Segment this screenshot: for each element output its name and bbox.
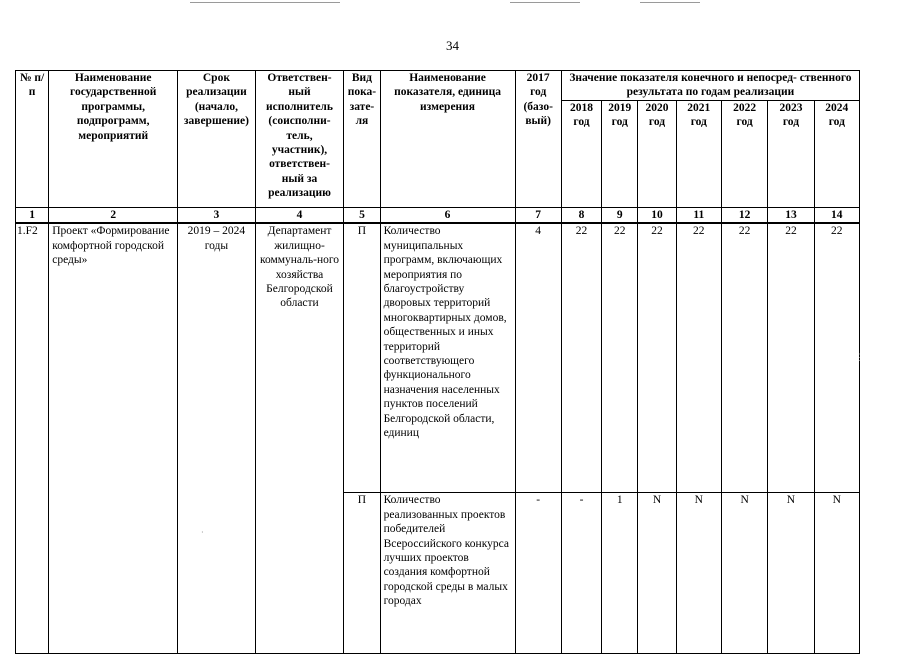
indicator-value-2018: 22: [561, 223, 601, 493]
indicator-kind: П: [344, 223, 380, 493]
header-year: 2023 год: [768, 100, 814, 207]
header-term: Срок реализации (начало, завершение): [178, 71, 256, 208]
column-number: 5: [344, 208, 380, 224]
column-number: 3: [178, 208, 256, 224]
column-numbers-row: [16, 208, 860, 224]
indicator-value-2024: 22: [814, 223, 859, 493]
header-year: 2021 год: [676, 100, 721, 207]
indicator-value-2023: N: [768, 493, 814, 654]
project-executor: Департамент жилищно-коммуналь-ного хозяйства Белгородской области: [255, 223, 344, 654]
column-number: 11: [676, 208, 721, 224]
indicator-value-2023: 22: [768, 223, 814, 493]
header-num: № п/п: [16, 71, 49, 208]
header-executor: Ответствен- ный исполнитель (соисполни- тель, участник), ответствен- ный за реализацию: [255, 71, 344, 208]
header-year: 2020 год: [638, 100, 676, 207]
top-scan-line: [510, 2, 580, 3]
column-number: 7: [515, 208, 561, 224]
column-number: 13: [768, 208, 814, 224]
indicator-value-2020: N: [638, 493, 676, 654]
top-scan-line: [190, 2, 340, 3]
indicator-value-2021: N: [676, 493, 721, 654]
indicator-value-2018: -: [561, 493, 601, 654]
indicator-value-2019: 1: [602, 493, 638, 654]
header-year: 2022 год: [721, 100, 767, 207]
header-indicator: Наименование показателя, единица измерения: [380, 71, 515, 208]
page-number: 34: [446, 38, 459, 53]
column-number: 2: [49, 208, 178, 224]
header-year: 2018 год: [561, 100, 601, 207]
project-term: 2019 – 2024 годы: [178, 223, 256, 654]
column-number: 1: [16, 208, 49, 224]
indicator-name: Количество реализованных проектов победителей Всероссийского конкурса лучших проектов создания комфортной городской среды в малых городах: [380, 493, 515, 654]
indicator-name: Количество муниципальных программ, включающих мероприятия по благоустройству дворовых территорий многоквартирных домов, общественных и иных территорий соответствующего функционального назначения населенных пунктов поселений Белгородской области, единиц: [380, 223, 515, 493]
row-number: 1.F2: [16, 223, 49, 654]
scan-mark: ·: [201, 528, 204, 537]
indicators-table: [15, 70, 860, 654]
indicator-value-2021: 22: [676, 223, 721, 493]
column-number: 14: [814, 208, 859, 224]
header-year: 2019 год: [602, 100, 638, 207]
table-row: [16, 223, 860, 493]
column-number: 6: [380, 208, 515, 224]
indicator-value-2019: 22: [602, 223, 638, 493]
indicator-value-2024: N: [814, 493, 859, 654]
header-kind: Вид пока- зате- ля: [344, 71, 380, 208]
column-number: 9: [602, 208, 638, 224]
top-scan-line: [640, 2, 700, 3]
header-row: [16, 71, 860, 101]
indicator-kind: П: [344, 493, 380, 654]
indicator-value-2022: N: [721, 493, 767, 654]
column-number: 4: [255, 208, 344, 224]
project-name: Проект «Формирование комфортной городской среды»: [49, 223, 178, 654]
column-number: 12: [721, 208, 767, 224]
column-number: 10: [638, 208, 676, 224]
scan-mark: ⋮: [855, 352, 864, 362]
header-year: 2024 год: [814, 100, 859, 207]
indicator-value-2020: 22: [638, 223, 676, 493]
indicator-base-value: 4: [515, 223, 561, 493]
indicator-value-2022: 22: [721, 223, 767, 493]
header-program: Наименование государственной программы, подпрограмм, мероприятий: [49, 71, 178, 208]
column-number: 8: [561, 208, 601, 224]
header-base-year: 2017 год (базо- вый): [515, 71, 561, 208]
header-years-group: Значение показателя конечного и непосред- ственного результата по годам реализации: [561, 71, 859, 101]
indicator-base-value: -: [515, 493, 561, 654]
